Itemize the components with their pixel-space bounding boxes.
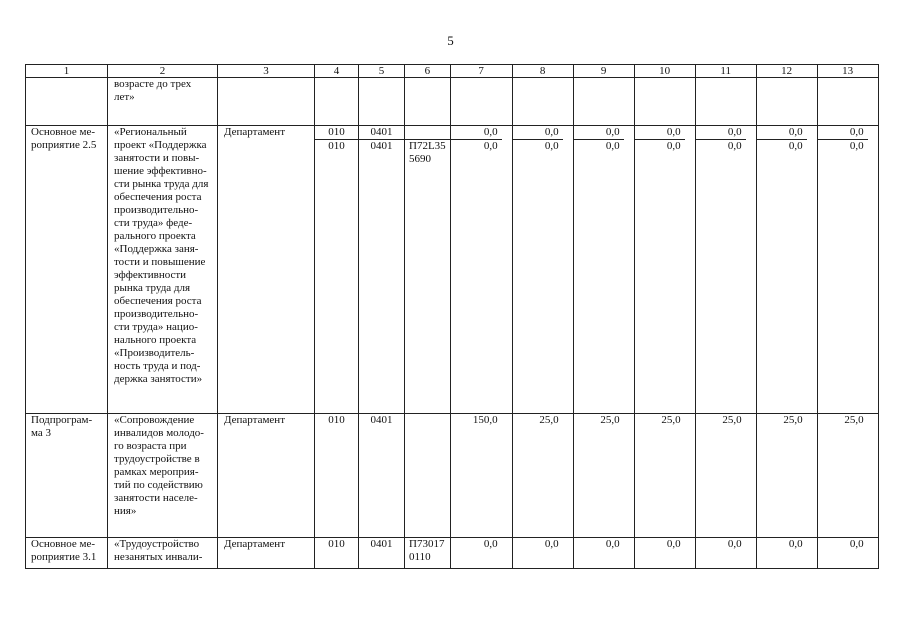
amount-cell: [450, 126, 512, 414]
cell-value: 0,0: [483, 140, 498, 152]
cell-value: 0,0: [757, 126, 807, 140]
row-department: Департамент: [218, 126, 315, 414]
column-header: 8: [512, 65, 573, 78]
amount-cell: 25,0: [695, 414, 756, 538]
column-header: 10: [634, 65, 695, 78]
column-header: 9: [573, 65, 634, 78]
column-header: 4: [315, 65, 359, 78]
cell-value: 0,0: [696, 126, 746, 140]
kbk-target-cell: П73017 0110: [405, 538, 451, 569]
amount-cell: 0,0: [573, 538, 634, 569]
amount-cell: 0,0: [634, 538, 695, 569]
page-number: 5: [447, 33, 454, 48]
table-row: [26, 126, 879, 414]
column-header: 7: [450, 65, 512, 78]
cell-value: 0,0: [666, 140, 681, 152]
cell-value: 0,0: [513, 126, 563, 140]
table-row: [26, 414, 879, 538]
kbk-section-cell: 010: [315, 538, 359, 569]
amount-cell: 0,0: [756, 538, 817, 569]
row-description: «Трудоустройство незанятых инвали-: [108, 538, 218, 569]
amount-cell: [573, 126, 634, 414]
kbk-target-cell: [405, 414, 451, 538]
cell-value: 0,0: [544, 140, 559, 152]
amount-cell: [695, 126, 756, 414]
amount-cell: [756, 126, 817, 414]
column-header: 11: [695, 65, 756, 78]
amount-cell: 0,0: [450, 538, 512, 569]
row-department: [218, 78, 315, 126]
table-cell: [359, 78, 405, 126]
row-label: [26, 78, 108, 126]
kbk-subsection-cell: 0401: [359, 538, 405, 569]
table-row: [26, 538, 879, 569]
cell-value: 0,0: [574, 126, 624, 140]
table-cell: [695, 78, 756, 126]
table-cell: [512, 78, 573, 126]
row-department: Департамент: [218, 414, 315, 538]
cell-value: 0,0: [727, 140, 742, 152]
amount-cell: 25,0: [573, 414, 634, 538]
cell-value: 010: [315, 126, 358, 140]
amount-cell: 0,0: [512, 538, 573, 569]
column-header: 2: [108, 65, 218, 78]
cell-value: 0,0: [818, 126, 868, 140]
cell-value: [405, 126, 450, 140]
budget-table: [25, 64, 879, 569]
amount-cell: [512, 126, 573, 414]
amount-cell: 25,0: [512, 414, 573, 538]
column-header: 3: [218, 65, 315, 78]
amount-cell: 25,0: [817, 414, 878, 538]
kbk-subsection-cell: 0401: [359, 414, 405, 538]
cell-value: 0401: [359, 126, 404, 140]
amount-cell: [817, 126, 878, 414]
column-header: 5: [359, 65, 405, 78]
cell-value: 010: [328, 140, 345, 152]
amount-cell: 0,0: [695, 538, 756, 569]
cell-value: 0401: [370, 140, 393, 152]
kbk-section-cell: [315, 126, 359, 414]
row-department: Департамент: [218, 538, 315, 569]
amount-cell: 25,0: [756, 414, 817, 538]
cell-value: П72L35 5690: [409, 140, 446, 165]
cell-value: 0,0: [451, 126, 502, 140]
cell-value: 0,0: [635, 126, 685, 140]
row-description: «Сопровождение инвалидов молодо-го возраста при трудоустройстве в рамках мероприя-тий по содействию занятости населе-ния»: [108, 414, 218, 538]
kbk-target-cell: [405, 126, 451, 414]
row-label: Подпрограм-ма 3: [26, 414, 108, 538]
amount-cell: 25,0: [634, 414, 695, 538]
table-cell: [573, 78, 634, 126]
amount-cell: 0,0: [817, 538, 878, 569]
table-cell: [405, 78, 451, 126]
table-cell: [817, 78, 878, 126]
table-row: [26, 78, 879, 126]
cell-value: 0,0: [788, 140, 803, 152]
column-number-row: [26, 65, 879, 78]
column-header: 6: [405, 65, 451, 78]
row-label: Основное ме-роприятие 2.5: [26, 126, 108, 414]
column-header: 1: [26, 65, 108, 78]
row-description: «Региональный проект «Поддержка занятости и повы-шение эффективно-сти рынка труда для обеспечения роста производительно-сти труда» феде-рального проекта «Поддержка заня-тости и повышение эффективности рынка труда для обеспечения роста производительно-сти труда» нацио-нального проекта «Производитель-ность труда и под-держка занятости»: [108, 126, 218, 414]
kbk-section-cell: 010: [315, 414, 359, 538]
amount-cell: [634, 126, 695, 414]
column-header: 13: [817, 65, 878, 78]
table-cell: [756, 78, 817, 126]
table-cell: [634, 78, 695, 126]
cell-value: 0,0: [849, 140, 864, 152]
kbk-subsection-cell: [359, 126, 405, 414]
amount-cell: 150,0: [450, 414, 512, 538]
row-label: Основное ме-роприятие 3.1: [26, 538, 108, 569]
table-cell: [315, 78, 359, 126]
row-description: возрасте до трех лет»: [108, 78, 218, 126]
table-cell: [450, 78, 512, 126]
cell-value: 0,0: [605, 140, 620, 152]
column-header: 12: [756, 65, 817, 78]
